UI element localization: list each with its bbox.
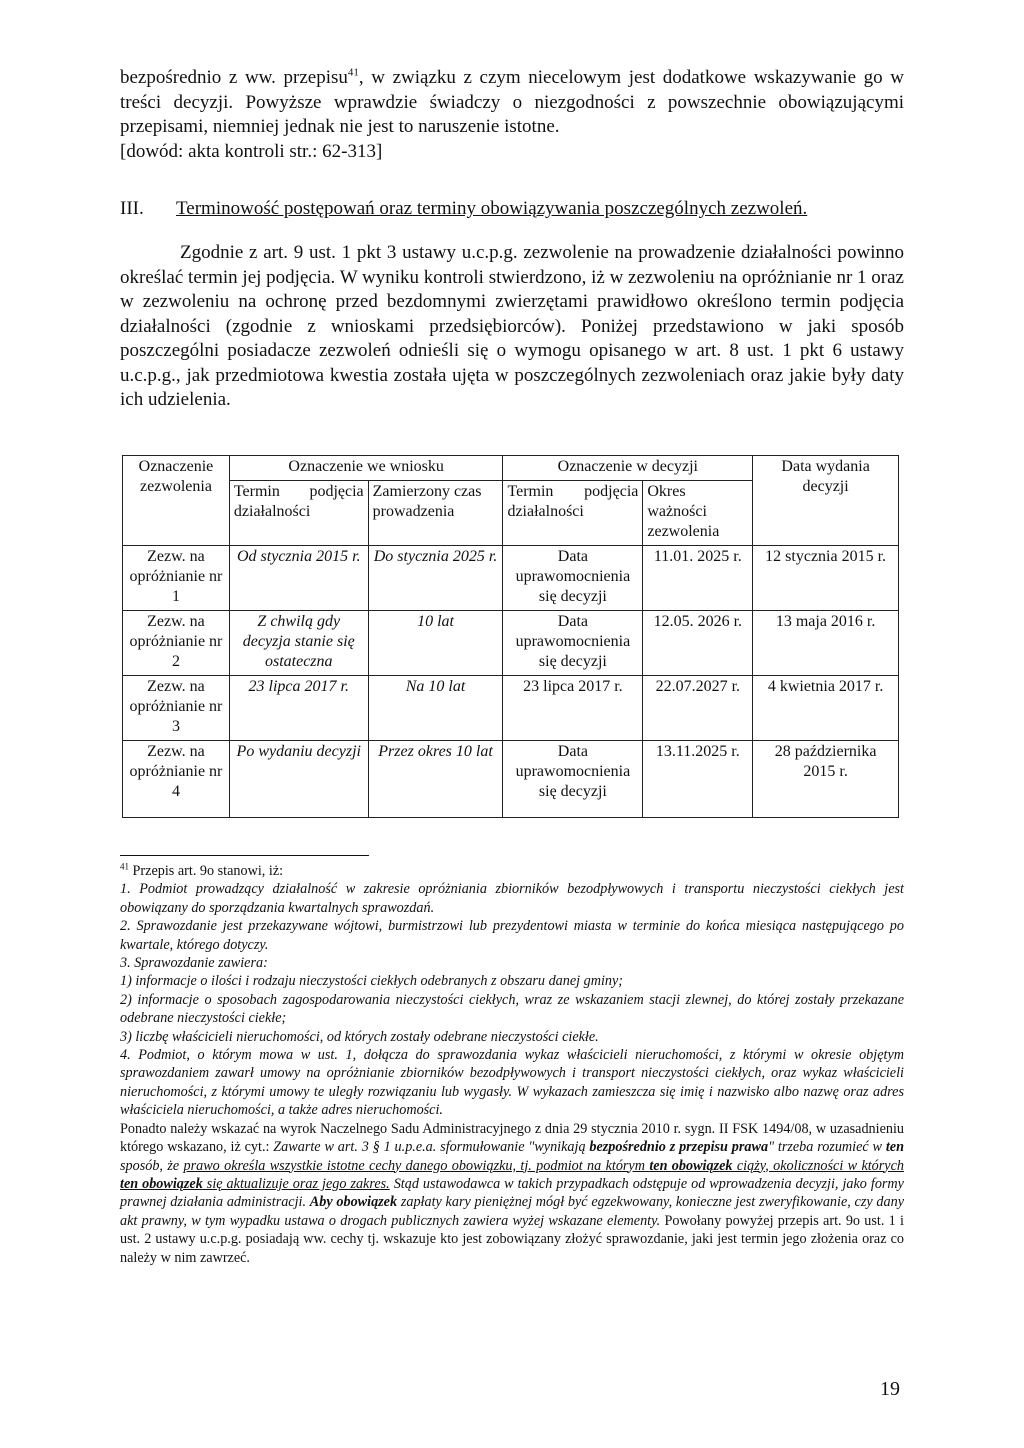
footnote-item: 4. Podmiot, o którym mowa w ust. 1, dołącza do sprawozdania wykaz właścicieli nieruchomości, z którymi w okresie objętym sprawozdaniem zawarł umowy na opróżnianie zbiorników bezodpływowych i transport nieczystości ciekłych, oraz wykaz właścicieli nieruchomości, z którymi umowy te uległy rozwiązaniu lub wygasły. W wykazach zamieszcza się imię i nazwisko albo nazwę oraz adres właściciela nieruchomości, a także adres nieruchomości. bbox=[120, 1047, 904, 1119]
issue-date-cell: 4 kwietnia 2017 r. bbox=[753, 676, 899, 741]
application-start-cell: Po wydaniu decyzji bbox=[229, 741, 368, 818]
ruling-quote-bold: bezpośrednio z przepisu prawa bbox=[589, 1139, 769, 1156]
validity-cell: 13.11.2025 r. bbox=[643, 741, 753, 818]
ruling-quote: sposób, że bbox=[120, 1157, 184, 1174]
ruling-text: Powołany powyżej przepis art. 9o ust. 1 i ust. 2 ustawy u.c.p.g. posiadają ww. cechy tj. wskazuje kto jest zobowiązany złożyć sprawozdanie, jaki jest termin jego złożenia oraz co należy w nim zawrzeć. bbox=[120, 1212, 904, 1266]
footnote-intro bbox=[120, 862, 904, 880]
header-decision-validity: Okres ważności zezwolenia bbox=[643, 481, 753, 546]
issue-date-cell: 12 stycznia 2015 r. bbox=[753, 546, 899, 611]
section-title: Terminowość postępowań oraz terminy obowiązywania poszczególnych zezwoleń. bbox=[176, 198, 808, 219]
application-duration-cell: Na 10 lat bbox=[368, 676, 503, 741]
permit-name-cell: Zezw. na opróżnianie nr 4 bbox=[123, 741, 230, 818]
intro-text-end: , w związku z czym niecelowym jest dodatkowe wskazywanie go w treści decyzji. Powyższe wprawdzie świadczy o niezgodności z powszechnie obowiązującymi przepisami, niemniej jednak nie jest to naruszenie istotne. bbox=[120, 67, 904, 137]
table-header-row bbox=[123, 456, 899, 481]
footnote-item: 1) informacje o ilości i rodzaju nieczystości ciekłych odebranych z obszaru danej gminy; bbox=[120, 973, 624, 990]
validity-cell: 22.07.2027 r. bbox=[643, 676, 753, 741]
footnote-intro-text: Przepis art. 9o stanowi, iż: bbox=[132, 863, 284, 879]
application-duration-cell: Przez okres 10 lat bbox=[368, 741, 503, 818]
footnote-number: 41 bbox=[120, 861, 129, 872]
footnote-item: 2) informacje o sposobach zagospodarowania nieczystości ciekłych, wraz ze wskazaniem stacji zlewnej, do której zostały przekazane odebrane nieczystości ciekłe; bbox=[120, 991, 904, 1027]
page-body bbox=[120, 66, 904, 413]
ruling-text: Ponadto należy wskazać na wyrok Naczelnego Sadu Administracyjnego z dnia 29 stycznia 2010 r. sygn. II FSK 1494/08, w uzasadnieniu którego wskazano, iż cyt.: bbox=[120, 1120, 904, 1156]
permit-name-cell: Zezw. na opróżnianie nr 1 bbox=[123, 546, 230, 611]
section-heading bbox=[120, 197, 904, 221]
decision-start-cell: 23 lipca 2017 r. bbox=[503, 676, 643, 741]
ruling-quote-underlined: prawo określa wszystkie istotne cechy danego obowiązku, tj. podmiot na którym bbox=[183, 1157, 650, 1174]
application-start-cell: 23 lipca 2017 r. bbox=[229, 676, 368, 741]
footnote-item: 1. Podmiot prowadzący działalność w zakresie opróżniania zbiorników bezodpływowych i transportu nieczystości ciekłych jest obowiązany do sporządzania kwartalnych sprawozdań. bbox=[120, 881, 904, 916]
header-application-group: Oznaczenie we wniosku bbox=[229, 456, 503, 481]
footnote-reference: 41 bbox=[347, 66, 359, 79]
table-row bbox=[123, 611, 899, 676]
validity-cell: 12.05. 2026 r. bbox=[643, 611, 753, 676]
issue-date-cell: 28 października 2015 r. bbox=[753, 741, 899, 818]
ruling-quote-underlined: się aktualizuje oraz jego zakres. bbox=[202, 1175, 390, 1192]
application-start-cell: Od stycznia 2015 r. bbox=[229, 546, 368, 611]
application-start-cell: Z chwilą gdy decyzja stanie się ostateczna bbox=[229, 611, 368, 676]
header-application-start: Termin podjęcia działalności bbox=[229, 481, 368, 546]
evidence-note: [dowód: akta kontroli str.: 62-313] bbox=[120, 140, 383, 162]
section-number: III. bbox=[120, 198, 144, 219]
header-issue-date: Data wydania decyzji bbox=[753, 456, 899, 546]
validity-cell: 11.01. 2025 r. bbox=[643, 546, 753, 611]
ruling-quote: " trzeba rozumieć w bbox=[768, 1139, 886, 1156]
court-ruling-paragraph bbox=[120, 1120, 904, 1267]
header-decision-start: Termin podjęcia działalności bbox=[503, 481, 643, 546]
decision-start-cell: Data uprawomocnienia się decyzji bbox=[503, 546, 643, 611]
ruling-quote: Zawarte w art. 3 § 1 u.p.e.a. sformułowanie "wynikają bbox=[273, 1139, 590, 1156]
ruling-quote-bold: Aby obowiązek bbox=[309, 1194, 398, 1211]
intro-text-start: bezpośrednio z ww. przepisu bbox=[120, 67, 348, 88]
table-row bbox=[123, 741, 899, 818]
table-row bbox=[123, 676, 899, 741]
ruling-quote-bold: ten bbox=[885, 1139, 904, 1156]
ruling-quote: zapłaty kary pieniężnej mógł być egzekwowany, konieczne jest zweryfikowanie, czy dany akt prawny, w tym wypadku ustawa o drogach publicznych zawiera wyżej wskazane elementy. bbox=[120, 1194, 904, 1229]
decision-start-cell: Data uprawomocnienia się decyzji bbox=[503, 741, 643, 818]
issue-date-cell: 13 maja 2016 r. bbox=[753, 611, 899, 676]
table-row bbox=[123, 546, 899, 611]
intro-paragraph bbox=[120, 66, 904, 140]
footnote-item: 2. Sprawozdanie jest przekazywane wójtowi, burmistrzowi lub prezydentowi miasta w terminie do końca miesiąca następującego po kwartale, którego dotyczy. bbox=[120, 918, 904, 953]
section-paragraph: Zgodnie z art. 9 ust. 1 pkt 3 ustawy u.c.p.g. zezwolenie na prowadzenie działalności powinno określać termin jej podjęcia. W wyniku kontroli stwierdzono, iż w zezwoleniu na opróżnianie nr 1 oraz w zezwoleniu na ochronę przed bezdomnymi zwierzętami prawidłowo określono termin podjęcia działalności (zgodnie z wnioskami przedsiębiorców). Poniżej przedstawiono w jaki sposób poszczególni posiadacze zezwoleń odnieśli się o wymogu opisanego w art. 8 ust. 1 pkt 6 ustawy u.c.p.g., jak przedmiotowa kwestia została ujęta w poszczególnych zezwoleniach oraz jakie były daty ich udzielenia. bbox=[120, 242, 904, 410]
decision-start-cell: Data uprawomocnienia się decyzji bbox=[503, 611, 643, 676]
footnote-item: 3) liczbę właścicieli nieruchomości, od których zostały odebrane nieczystości ciekłe. bbox=[120, 1028, 599, 1045]
footnote-item: 3. Sprawozdanie zawiera: bbox=[120, 955, 268, 972]
footnote-separator bbox=[120, 855, 369, 856]
ruling-quote-bold: ten obowiązek bbox=[120, 1175, 203, 1192]
permit-name-cell: Zezw. na opróżnianie nr 3 bbox=[123, 676, 230, 741]
ruling-quote: Stąd ustawodawca w takich przypadkach odstępuje od wprowadzenia decyzji, jako formy prawnej działania administracji. bbox=[120, 1175, 904, 1211]
application-duration-cell: 10 lat bbox=[368, 611, 503, 676]
ruling-quote-bold: ten obowiązek bbox=[649, 1157, 733, 1174]
footnote-block bbox=[120, 862, 904, 1267]
application-duration-cell: Do stycznia 2025 r. bbox=[368, 546, 503, 611]
ruling-quote-underlined: ciąży, okoliczności w których bbox=[732, 1157, 904, 1174]
permits-table bbox=[122, 455, 899, 818]
permit-name-cell: Zezw. na opróżnianie nr 2 bbox=[123, 611, 230, 676]
header-permit-designation: Oznaczenie zezwolenia bbox=[123, 456, 230, 546]
header-application-duration: Zamierzony czas prowadzenia bbox=[368, 481, 503, 546]
page-number: 19 bbox=[880, 1378, 900, 1400]
header-decision-group: Oznaczenie w decyzji bbox=[503, 456, 753, 481]
